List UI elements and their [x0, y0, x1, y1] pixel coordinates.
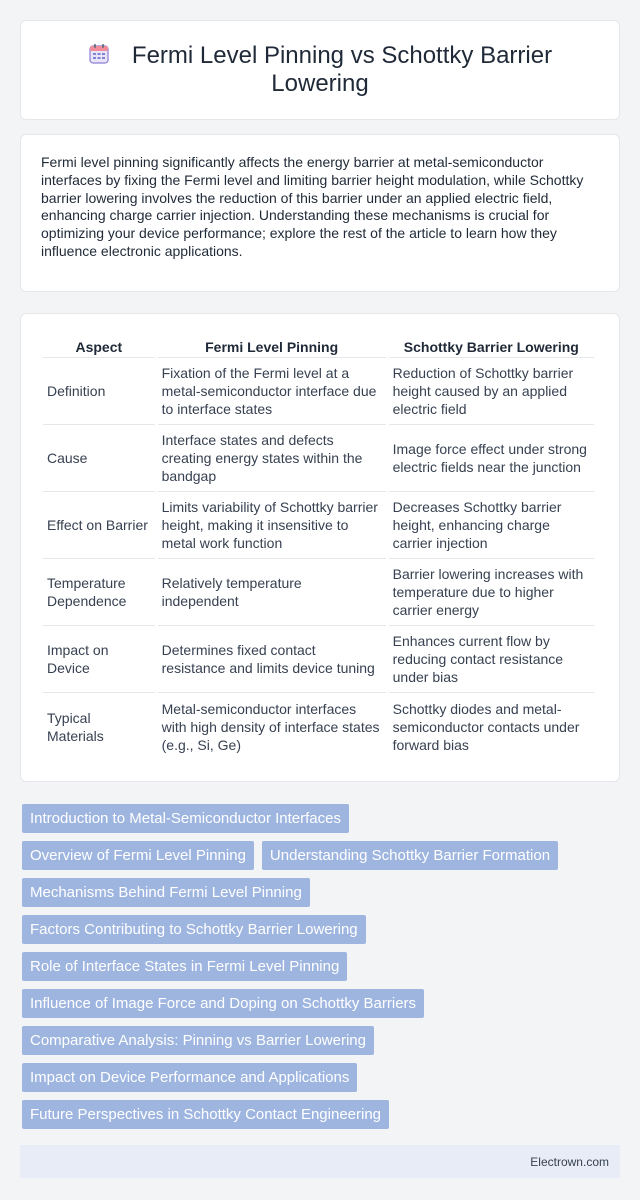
comparison-table-card: [20, 313, 620, 782]
topic-link[interactable]: Role of Interface States in Fermi Level Pinning: [22, 952, 347, 981]
footer: [20, 1145, 620, 1178]
comparison-table: [40, 330, 597, 760]
topic-link[interactable]: Future Perspectives in Schottky Contact Engineering: [22, 1100, 389, 1129]
link-row: [22, 878, 622, 907]
link-row: [22, 989, 622, 1018]
row-schottky: Decreases Schottky barrier height, enhancing charge carrier injection: [389, 492, 594, 559]
row-aspect: Cause: [43, 425, 155, 492]
row-aspect: Effect on Barrier: [43, 492, 155, 559]
row-aspect: Typical Materials: [47, 709, 104, 744]
link-row: [22, 915, 622, 944]
topic-link[interactable]: Influence of Image Force and Doping on Schottky Barriers: [22, 989, 424, 1018]
table-row: [43, 492, 594, 559]
link-row: [22, 841, 622, 870]
row-fermi: Fixation of the Fermi level at a metal-semiconductor interface due to interface states: [158, 358, 386, 425]
header-card: [20, 20, 620, 120]
topic-link[interactable]: Overview of Fermi Level Pinning: [22, 841, 254, 870]
link-row: [22, 952, 622, 981]
row-aspect: Definition: [43, 358, 155, 425]
topic-link[interactable]: Factors Contributing to Schottky Barrier Lowering: [22, 915, 366, 944]
link-row: [22, 804, 622, 833]
row-aspect: Temperature Dependence: [43, 559, 155, 626]
row-schottky: Reduction of Schottky barrier height caused by an applied electric field: [389, 358, 594, 425]
link-row: [22, 1100, 622, 1129]
title-wrap: [61, 42, 579, 98]
topic-link[interactable]: Introduction to Metal-Semiconductor Interfaces: [22, 804, 349, 833]
row-schottky: Image force effect under strong electric fields near the junction: [389, 425, 594, 492]
intro-card: [20, 134, 620, 292]
table-row: [43, 559, 594, 626]
header-aspect: Aspect: [43, 330, 155, 358]
link-row: [22, 1063, 622, 1092]
page-title: [61, 42, 579, 98]
header-fermi-level-pinning: Fermi Level Pinning: [158, 330, 386, 358]
row-fermi: Relatively temperature independent: [158, 559, 386, 626]
header-schottky-barrier-lowering: Schottky Barrier Lowering: [389, 330, 594, 358]
row-fermi: Determines fixed contact resistance and limits device tuning: [158, 626, 386, 693]
topic-links: [22, 804, 622, 1137]
link-row: [22, 1026, 622, 1055]
topic-link[interactable]: Comparative Analysis: Pinning vs Barrier Lowering: [22, 1026, 374, 1055]
row-schottky: Schottky diodes and metal-semiconductor contacts under forward bias: [392, 700, 580, 753]
footer-brand[interactable]: Electrown.com: [530, 1154, 609, 1169]
row-schottky: Enhances current flow by reducing contact resistance under bias: [389, 626, 594, 693]
topic-link[interactable]: Mechanisms Behind Fermi Level Pinning: [22, 878, 310, 907]
calendar-icon: [88, 43, 110, 65]
row-aspect: Impact on Device: [43, 626, 155, 693]
intro-paragraph: Fermi level pinning significantly affects the energy barrier at metal-semiconductor interfaces by fixing the Fermi level and limiting barrier height modulation, while Schottky barrier lowering involves the reduction of this barrier under an applied electric field, enhancing charge carrier injection. Understanding these mechanisms is crucial for optimizing your device performance; explore the rest of the article to learn how they influence electronic applications.: [41, 154, 584, 259]
table-row: [43, 626, 594, 693]
row-fermi: Interface states and defects creating energy states within the bandgap: [158, 425, 386, 492]
table-row: [43, 358, 594, 425]
table-header-row: [43, 330, 594, 358]
topic-link[interactable]: Understanding Schottky Barrier Formation: [262, 841, 558, 870]
row-fermi: Metal-semiconductor interfaces with high density of interface states (e.g., Si, Ge): [161, 700, 380, 753]
topic-link[interactable]: Impact on Device Performance and Applications: [22, 1063, 357, 1092]
row-schottky: Barrier lowering increases with temperature due to higher carrier energy: [389, 559, 594, 626]
table-row: [43, 425, 594, 492]
page-title-text: Fermi Level Pinning vs Schottky Barrier Lowering: [131, 42, 553, 97]
table-row: [43, 693, 594, 760]
row-fermi: Limits variability of Schottky barrier height, making it insensitive to metal work function: [158, 492, 386, 559]
